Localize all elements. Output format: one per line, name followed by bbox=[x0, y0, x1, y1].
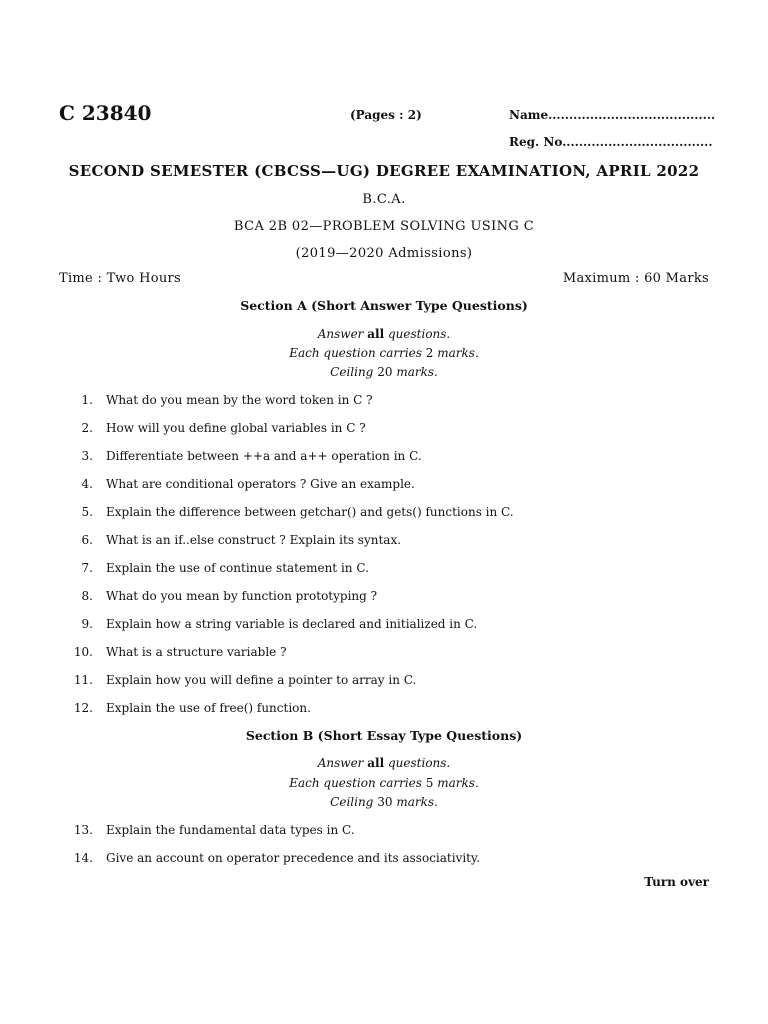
question-number: 8. bbox=[81, 589, 93, 603]
section-b-instruction-answer: Answer all questions. bbox=[317, 756, 451, 770]
question-number: 1. bbox=[81, 393, 93, 407]
question-12 bbox=[0, 701, 768, 719]
section-a-instruction-answer: Answer all questions. bbox=[317, 327, 451, 341]
question-text: What is an if..else construct ? Explain its syntax. bbox=[106, 533, 402, 547]
question-number: 6. bbox=[81, 533, 93, 547]
question-text: Explain the use of free() function. bbox=[106, 701, 311, 715]
question-number: 13. bbox=[73, 823, 93, 837]
admissions: (2019—2020 Admissions) bbox=[295, 246, 473, 261]
question-number: 14. bbox=[73, 851, 93, 865]
question-3 bbox=[0, 449, 768, 467]
question-text: Explain the use of continue statement in C. bbox=[106, 561, 369, 575]
section-a-instruction-marks: Each question carries 2 marks. bbox=[289, 346, 479, 360]
question-number: 2. bbox=[81, 421, 93, 435]
section-b-instruction-ceiling: Ceiling 30 marks. bbox=[330, 795, 438, 809]
question-9 bbox=[0, 617, 768, 635]
question-text: How will you define global variables in C ? bbox=[106, 421, 366, 435]
question-number: 7. bbox=[81, 561, 93, 575]
section-a-heading: Section A (Short Answer Type Questions) bbox=[240, 298, 528, 313]
question-4 bbox=[0, 477, 768, 495]
name-field: Name........................................ bbox=[509, 108, 716, 122]
question-14 bbox=[0, 851, 768, 869]
section-a-instruction-ceiling: Ceiling 20 marks. bbox=[330, 365, 438, 379]
question-5 bbox=[0, 505, 768, 523]
paper-code: C 23840 bbox=[59, 101, 152, 125]
exam-duration: Time : Two Hours bbox=[59, 271, 182, 286]
question-text: What do you mean by function prototyping ? bbox=[106, 589, 378, 603]
question-text: Explain how a string variable is declared and initialized in C. bbox=[106, 617, 478, 631]
section-b-instruction-marks: Each question carries 5 marks. bbox=[289, 776, 479, 790]
question-text: Differentiate between ++a and a++ operation in C. bbox=[106, 449, 422, 463]
programme: B.C.A. bbox=[362, 192, 406, 207]
question-7 bbox=[0, 561, 768, 579]
course-title: BCA 2B 02—PROBLEM SOLVING USING C bbox=[233, 219, 535, 234]
question-11 bbox=[0, 673, 768, 691]
question-1 bbox=[0, 393, 768, 411]
section-b-heading: Section B (Short Essay Type Questions) bbox=[245, 728, 523, 743]
question-text: What is a structure variable ? bbox=[106, 645, 287, 659]
exam-title: SECOND SEMESTER (CBCSS—UG) DEGREE EXAMINATION, APRIL 2022 bbox=[68, 162, 700, 180]
question-text: Explain the difference between getchar() and gets() functions in C. bbox=[106, 505, 514, 519]
question-2 bbox=[0, 421, 768, 439]
maximum-marks: Maximum : 60 Marks bbox=[562, 271, 709, 286]
question-text: What are conditional operators ? Give an example. bbox=[106, 477, 415, 491]
question-number: 12. bbox=[73, 701, 93, 715]
question-number: 9. bbox=[81, 617, 93, 631]
question-text: What do you mean by the word token in C ? bbox=[106, 393, 373, 407]
question-text: Explain the fundamental data types in C. bbox=[106, 823, 355, 837]
question-number: 10. bbox=[73, 645, 93, 659]
question-10 bbox=[0, 645, 768, 663]
question-6 bbox=[0, 533, 768, 551]
question-text: Explain how you will define a pointer to array in C. bbox=[106, 673, 417, 687]
reg-no-field: Reg. No.................................... bbox=[509, 135, 713, 149]
question-number: 4. bbox=[81, 477, 93, 491]
question-text: Give an account on operator precedence and its associativity. bbox=[106, 851, 481, 865]
turn-over-note: Turn over bbox=[644, 875, 709, 889]
question-13 bbox=[0, 823, 768, 841]
page-count: (Pages : 2) bbox=[350, 108, 422, 122]
question-number: 11. bbox=[73, 673, 93, 687]
question-number: 3. bbox=[81, 449, 93, 463]
question-number: 5. bbox=[81, 505, 93, 519]
question-8 bbox=[0, 589, 768, 607]
